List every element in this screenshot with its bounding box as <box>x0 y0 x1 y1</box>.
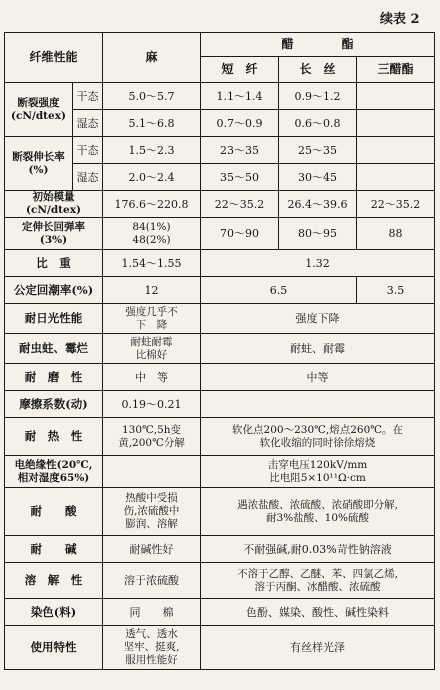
row-label-heat: 耐 热 性 <box>5 418 103 456</box>
cell: 3.5 <box>357 277 435 304</box>
header-hemp: 麻 <box>103 33 201 83</box>
cell: 强度下降 <box>201 304 435 334</box>
table-row <box>5 250 435 277</box>
header-acetate: 醋 酯 <box>201 33 435 57</box>
cell <box>357 83 435 110</box>
cell: 遇浓盐酸、浓硫酸、浓硝酸即分解, 耐3%盐酸、10%硫酸 <box>201 488 435 536</box>
cell: 1.32 <box>201 250 435 277</box>
table-row <box>5 191 435 218</box>
cell: 中等 <box>201 364 435 391</box>
cell: 5.1～6.8 <box>103 110 201 137</box>
row-label-friction: 摩擦系数(动) <box>5 391 103 418</box>
cell: 26.4～39.6 <box>279 191 357 218</box>
row-label-acid: 耐 酸 <box>5 488 103 536</box>
table-row <box>5 218 435 250</box>
table-row <box>5 488 435 536</box>
table-row <box>5 418 435 456</box>
header-property: 纤维性能 <box>5 33 103 83</box>
row-label-usage: 使用特性 <box>5 626 103 670</box>
cell: 130℃,5h变 黄,200℃分解 <box>103 418 201 456</box>
cell: 0.9～1.2 <box>279 83 357 110</box>
table-row <box>5 536 435 563</box>
cell: 25～35 <box>279 137 357 164</box>
cell: 84(1%) 48(2%) <box>103 218 201 250</box>
header-filament: 长 丝 <box>279 57 357 83</box>
table-row <box>5 334 435 364</box>
row-label-electric: 电绝缘性(20℃, 相对湿度65%) <box>5 456 103 488</box>
table-row <box>5 599 435 626</box>
cell: 同 棉 <box>103 599 201 626</box>
cell: 1.1～1.4 <box>201 83 279 110</box>
row-label-modulus: 初始模量 (cN/dtex) <box>5 191 103 218</box>
row-label-density: 比 重 <box>5 250 103 277</box>
cell: 不溶于乙醇、乙醚、苯、四氯乙烯, 溶于丙酮、冰醋酸、浓硫酸 <box>201 563 435 599</box>
cell: 176.6～220.8 <box>103 191 201 218</box>
cell <box>103 456 201 488</box>
cell: 热酸中受损 伤,浓硫酸中 膨润、溶解 <box>103 488 201 536</box>
cell: 耐蛀耐霉 比棉好 <box>103 334 201 364</box>
cell <box>357 137 435 164</box>
cell: 不耐强碱,耐0.03%苛性钠溶液 <box>201 536 435 563</box>
table-row <box>5 137 435 164</box>
cell: 1.5～2.3 <box>103 137 201 164</box>
cell: 88 <box>357 218 435 250</box>
table-row <box>5 563 435 599</box>
table-row <box>5 304 435 334</box>
row-label-insects: 耐虫蛀、霉烂 <box>5 334 103 364</box>
cell: 0.19～0.21 <box>103 391 201 418</box>
cell: 0.6～0.8 <box>279 110 357 137</box>
table-row <box>5 456 435 488</box>
row-label-strength: 断裂强度 (cN/dtex) <box>5 83 73 137</box>
table-row <box>5 364 435 391</box>
table-row <box>5 391 435 418</box>
cell: 2.0～2.4 <box>103 164 201 191</box>
row-label-alkali: 耐 碱 <box>5 536 103 563</box>
cell: 22～35.2 <box>357 191 435 218</box>
table-row <box>5 626 435 670</box>
cell <box>357 164 435 191</box>
fiber-properties-table <box>4 32 435 670</box>
cell: 强度几乎不 下 降 <box>103 304 201 334</box>
header-row <box>5 33 435 57</box>
cell: 0.7～0.9 <box>201 110 279 137</box>
cell: 有丝样光泽 <box>201 626 435 670</box>
cond-dry: 干态 <box>73 83 103 110</box>
cell: 中 等 <box>103 364 201 391</box>
cell <box>357 110 435 137</box>
cell: 30～45 <box>279 164 357 191</box>
cond-dry: 干态 <box>73 137 103 164</box>
cell: 耐碱性好 <box>103 536 201 563</box>
header-staple: 短 纤 <box>201 57 279 83</box>
cell: 23～35 <box>201 137 279 164</box>
cell: 软化点200～230℃,熔点260℃。在 软化收缩的同时徐徐熔烧 <box>201 418 435 456</box>
table-row <box>5 277 435 304</box>
cell: 耐蛀、耐霉 <box>201 334 435 364</box>
cell: 80～95 <box>279 218 357 250</box>
row-label-recovery: 定伸长回弹率 (3%) <box>5 218 103 250</box>
cell: 70～90 <box>201 218 279 250</box>
row-label-solubility: 溶 解 性 <box>5 563 103 599</box>
row-label-moisture: 公定回潮率(%) <box>5 277 103 304</box>
cell: 透气、透水 坚牢、挺爽, 服用性能好 <box>103 626 201 670</box>
table-row <box>5 83 435 110</box>
row-label-elongation: 断裂伸长率 (%) <box>5 137 73 191</box>
row-label-dye: 染色(料) <box>5 599 103 626</box>
cell: 22～35.2 <box>201 191 279 218</box>
cond-wet: 湿态 <box>73 164 103 191</box>
cell: 1.54～1.55 <box>103 250 201 277</box>
cell: 击穿电压120kV/mm 比电阻5×10¹¹Ω·cm <box>201 456 435 488</box>
cell: 6.5 <box>201 277 357 304</box>
cell: 35～50 <box>201 164 279 191</box>
cell: 溶于浓硫酸 <box>103 563 201 599</box>
cell: 色酚、媒染、酸性、碱性染料 <box>201 599 435 626</box>
cell <box>201 391 435 418</box>
continued-label: 续表 2 <box>380 12 420 27</box>
row-label-abrasion: 耐 磨 性 <box>5 364 103 391</box>
row-label-light: 耐日光性能 <box>5 304 103 334</box>
cell: 12 <box>103 277 201 304</box>
header-triacetate: 三醋酯 <box>357 57 435 83</box>
cond-wet: 湿态 <box>73 110 103 137</box>
cell: 5.0～5.7 <box>103 83 201 110</box>
